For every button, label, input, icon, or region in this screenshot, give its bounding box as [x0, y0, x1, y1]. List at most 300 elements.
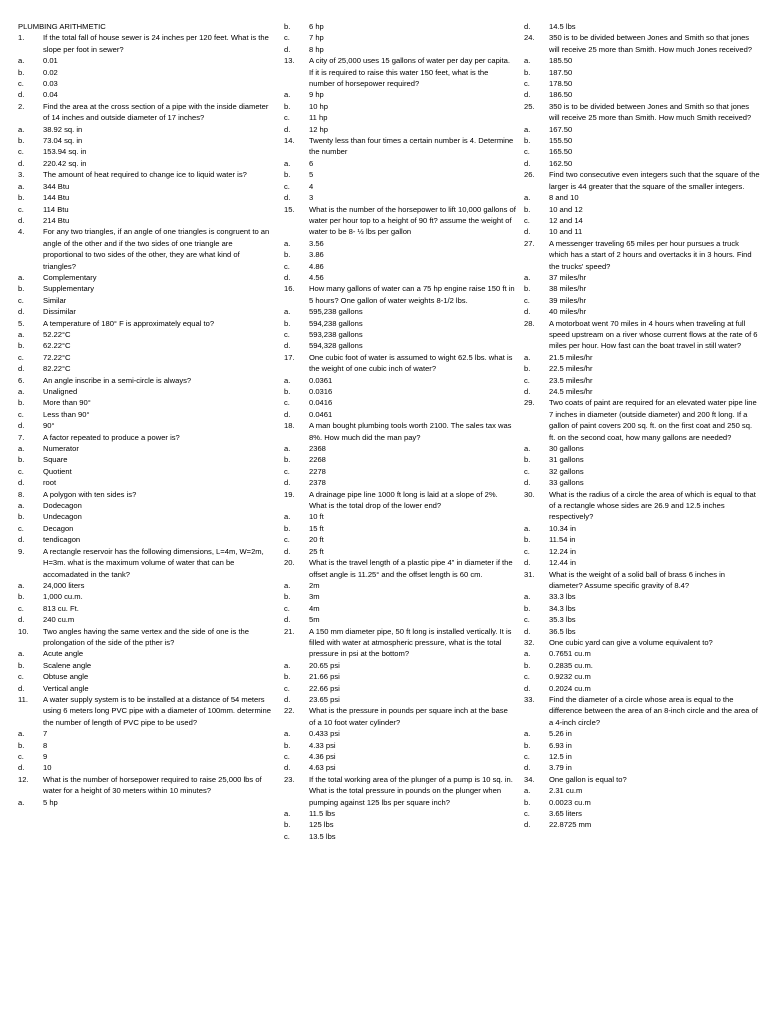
answer-option [18, 397, 272, 408]
answer-option [18, 146, 272, 157]
option-letter: d. [284, 124, 291, 134]
option-text: 0.0416 [309, 398, 333, 408]
option-text: Scalene angle [43, 660, 92, 670]
option-text: 24,000 liters [43, 580, 85, 590]
answer-option [18, 55, 272, 66]
option-letter: b. [284, 592, 291, 602]
option-letter: b. [18, 660, 25, 670]
answer-option [284, 591, 516, 602]
question-number: 26. [524, 170, 535, 180]
option-text: Less than 90° [43, 409, 90, 419]
option-text: 30 gallons [549, 444, 584, 454]
option-letter: c. [18, 409, 24, 419]
option-letter: d. [18, 683, 25, 693]
answer-option [284, 409, 516, 420]
answer-option [524, 135, 760, 146]
answer-option [18, 477, 272, 488]
question-stem [18, 694, 272, 728]
question-number: 28. [524, 318, 535, 328]
answer-option [284, 546, 516, 557]
answer-option [284, 89, 516, 100]
question-item [284, 489, 516, 557]
option-letter: c. [524, 375, 530, 385]
option-letter: c. [18, 204, 24, 214]
option-letter: d. [284, 763, 291, 773]
option-letter: c. [524, 615, 530, 625]
answer-option [18, 124, 272, 135]
option-text: 153.94 sq. in [43, 147, 87, 157]
option-text: 4m [309, 603, 320, 613]
option-text: 4.63 psi [309, 763, 336, 773]
option-letter: c. [284, 466, 290, 476]
option-letter: d. [284, 341, 291, 351]
answer-option [524, 89, 760, 100]
option-letter: b. [18, 341, 25, 351]
question-text: Find the area at the cross section of a pipe with the inside diameter of 14 inches and outside diameter of 17 inches? [43, 101, 269, 123]
option-letter: a. [18, 181, 25, 191]
option-text: 33 gallons [549, 478, 584, 488]
option-letter: a. [284, 660, 291, 670]
option-text: 12.5 in [549, 752, 572, 761]
option-text: 186.50 [549, 90, 573, 100]
answer-option [284, 112, 516, 123]
option-text: 12 and 14 [549, 215, 583, 225]
option-text: 2378 [309, 478, 326, 488]
question-text: Two angles having the same vertex and the side of one is the prolongation of the side of the pther is? [43, 626, 250, 647]
question-item [18, 432, 272, 489]
option-text: Dissimilar [43, 307, 76, 317]
question-item [524, 774, 760, 831]
option-text: Dodecagon [43, 501, 82, 511]
option-letter: d. [524, 478, 531, 488]
option-letter: c. [18, 523, 24, 533]
question-item [18, 318, 272, 375]
question-text: Twenty less than four times a certain number is 4. Determine the number [309, 136, 514, 157]
answer-option [524, 454, 760, 465]
option-letter: a. [284, 307, 291, 317]
option-text: 593,238 gallons [309, 329, 363, 339]
option-letter: d. [524, 820, 531, 830]
question-number: 4. [18, 227, 25, 237]
option-letter: a. [18, 729, 25, 739]
option-text: 6 hp [309, 22, 324, 31]
option-letter: b. [524, 740, 531, 750]
option-text: 12 hp [309, 124, 329, 134]
option-letter: a. [18, 580, 25, 590]
question-number: 30. [524, 489, 535, 499]
question-text: An angle inscribe in a semi-circle is always? [43, 375, 192, 385]
answer-option [524, 272, 760, 283]
option-text: 33.3 lbs [549, 592, 576, 602]
question-stem [524, 101, 760, 124]
answer-option [524, 67, 760, 78]
option-text: root [43, 478, 57, 488]
option-letter: a. [284, 90, 291, 100]
option-text: 4 [309, 181, 314, 191]
question-text: A drainage pipe line 1000 ft long is laid at a slope of 2%. What is the total drop of the lower end? [309, 489, 498, 511]
option-letter: d. [18, 364, 25, 374]
option-letter: a. [524, 786, 531, 796]
answer-option [524, 352, 760, 363]
option-letter: c. [524, 546, 530, 556]
option-text: 9 hp [309, 90, 324, 100]
answer-option [284, 534, 516, 545]
question-number: 21. [284, 626, 295, 636]
option-text: 10 hp [309, 101, 329, 111]
answer-option [18, 204, 272, 215]
option-text: 73.04 sq. in [43, 136, 83, 146]
option-text: 114 Btu [43, 204, 69, 214]
question-item [524, 489, 760, 569]
option-letter: a. [524, 193, 531, 203]
answer-option [18, 135, 272, 146]
option-text: 11.54 in [549, 535, 576, 545]
option-text: Obtuse angle [43, 672, 89, 682]
answer-option [284, 169, 516, 180]
option-letter: a. [524, 729, 531, 739]
answer-option [18, 363, 272, 374]
question-item [284, 55, 516, 135]
answer-option [18, 740, 272, 751]
option-text: 36.5 lbs [549, 626, 576, 636]
option-letter: d. [524, 763, 531, 773]
question-text: One gallon is equal to? [549, 774, 627, 784]
answer-option [524, 375, 760, 386]
option-text: 52.22°C [43, 329, 71, 339]
option-text: Complementary [43, 272, 97, 282]
option-text: 10 and 11 [549, 227, 583, 237]
question-item [284, 352, 516, 420]
option-letter: a. [284, 512, 291, 522]
question-stem [524, 774, 760, 785]
option-letter: d. [524, 626, 531, 636]
option-letter: b. [18, 398, 25, 408]
option-text: 0.2835 cu.m. [549, 660, 593, 670]
question-item [524, 318, 760, 398]
column-3 [524, 21, 760, 831]
option-text: 5m [309, 615, 320, 625]
option-letter: d. [524, 158, 531, 168]
option-letter: c. [524, 215, 530, 225]
option-letter: b. [284, 455, 291, 465]
answer-option [18, 603, 272, 614]
option-letter: d. [524, 683, 531, 693]
option-letter: c. [284, 752, 290, 761]
option-text: Quotient [43, 466, 72, 476]
question-number: 25. [524, 101, 535, 111]
question-stem [18, 32, 272, 55]
answer-option [524, 785, 760, 796]
option-text: 1,000 cu.m. [43, 592, 83, 602]
question-stem [524, 169, 760, 192]
option-letter: c. [284, 398, 290, 408]
option-text: 0.0023 cu.m [549, 797, 591, 807]
option-letter: d. [524, 307, 531, 317]
option-letter: d. [524, 387, 531, 396]
answer-option [18, 340, 272, 351]
option-letter: d. [284, 546, 291, 556]
option-text: 22.8725 mm [549, 820, 592, 830]
option-letter: b. [524, 535, 531, 545]
option-text: 0.2024 cu.m [549, 683, 591, 693]
option-letter: d. [524, 90, 531, 100]
option-text: 2368 [309, 444, 326, 454]
option-letter: b. [18, 67, 25, 77]
option-text: 7 hp [309, 33, 324, 43]
answer-option [524, 124, 760, 135]
option-letter: b. [524, 797, 531, 807]
option-text: 220.42 sq. in [43, 158, 87, 168]
option-letter: c. [524, 79, 530, 89]
question-stem [284, 135, 516, 158]
question-number: 23. [284, 774, 295, 784]
question-text: A factor repeated to produce a power is? [43, 432, 180, 442]
option-text: 4.56 [309, 272, 324, 282]
option-letter: d. [18, 615, 25, 625]
option-letter: c. [18, 752, 24, 761]
answer-option [18, 523, 272, 534]
question-text: A city of 25,000 uses 15 gallons of water per day per capita. If it is required to raise this water 150 feet, what is the number of horsepower required? [309, 56, 510, 89]
option-letter: d. [284, 44, 291, 54]
answer-option [284, 340, 516, 351]
answer-option [18, 671, 272, 682]
answer-option [524, 671, 760, 682]
option-letter: b. [524, 455, 531, 465]
answer-option [18, 306, 272, 317]
option-letter: b. [284, 672, 291, 682]
option-text: 3m [309, 592, 320, 602]
question-number: 17. [284, 352, 295, 362]
option-letter: a. [18, 501, 25, 511]
question-item [284, 420, 516, 488]
answer-option [284, 683, 516, 694]
question-text: If the total fall of house sewer is 24 inches per 120 feet. What is the slope per foot in sewer? [43, 33, 269, 54]
option-letter: d. [524, 227, 531, 237]
option-text: 813 cu. Ft. [43, 603, 79, 613]
question-stem [524, 397, 760, 443]
question-text: A motorboat went 70 miles in 4 hours when traveling at full speed upstream on a river whose current flows at the rate of 6 miles per hour. How fast can the boat travel in still water? [549, 318, 758, 351]
question-text: What is the radius of a circle the area of which is equal to that of a rectangle whose sides are 26.9 and 12.5 inches respectively? [549, 489, 756, 522]
option-letter: b. [524, 603, 531, 613]
option-letter: b. [284, 387, 291, 396]
question-number: 7. [18, 432, 25, 442]
answer-option [524, 477, 760, 488]
answer-option [524, 158, 760, 169]
question-text: A man bought plumbing tools worth 2100. The sales tax was 8%. How much did the man pay? [309, 421, 512, 442]
question-number: 33. [524, 694, 535, 704]
question-item [524, 637, 760, 694]
option-text: 5 [309, 170, 314, 180]
question-text: For any two triangles, if an angle of one triangles is congruent to an angle of the other and if the two sides of one triangle are proportional to two sides of the other, they are what kind of triangles? [43, 227, 270, 271]
option-letter: d. [284, 694, 291, 704]
option-text: 11.5 lbs [309, 809, 336, 819]
option-text: 34.3 lbs [549, 603, 576, 613]
answer-option [284, 21, 516, 32]
option-text: 0.7651 cu.m [549, 649, 591, 659]
question-item [18, 774, 272, 808]
answer-option [524, 192, 760, 203]
option-text: 0.0316 [309, 387, 333, 396]
question-stem [18, 489, 272, 500]
answer-option [524, 797, 760, 808]
option-text: 11 hp [309, 113, 328, 123]
option-letter: c. [284, 535, 290, 545]
question-item [524, 694, 760, 774]
question-stem [524, 694, 760, 728]
answer-option [18, 500, 272, 511]
question-number: 13. [284, 56, 295, 66]
answer-option [524, 204, 760, 215]
answer-option [524, 55, 760, 66]
option-text: 214 Btu [43, 215, 70, 225]
option-text: Unaligned [43, 387, 78, 396]
option-text: 344 Btu [43, 181, 70, 191]
option-letter: a. [524, 352, 531, 362]
question-stem [284, 204, 516, 238]
option-text: tendicagon [43, 535, 81, 545]
option-text: 23.65 psi [309, 694, 340, 704]
option-text: 15 ft [309, 523, 324, 533]
option-text: 7 [43, 729, 48, 739]
answer-option [18, 751, 272, 762]
option-letter: c. [18, 603, 24, 613]
option-letter: c. [18, 672, 24, 682]
answer-option [18, 614, 272, 625]
option-letter: d. [18, 535, 25, 545]
question-stem [284, 420, 516, 443]
option-text: 23.5 miles/hr [549, 375, 593, 385]
option-letter: d. [18, 763, 25, 773]
option-letter: b. [524, 364, 531, 374]
answer-option [524, 762, 760, 773]
option-letter: b. [18, 740, 25, 750]
question-item [18, 489, 272, 546]
option-text: 178.50 [549, 79, 573, 89]
option-letter: d. [524, 22, 531, 31]
question-number: 12. [18, 774, 29, 784]
question-stem [524, 238, 760, 272]
question-number: 16. [284, 284, 295, 294]
answer-option [524, 146, 760, 157]
answer-option [284, 238, 516, 249]
question-stem [18, 101, 272, 124]
option-text: 4.36 psi [309, 752, 336, 761]
answer-option [18, 728, 272, 739]
question-number: 24. [524, 33, 535, 43]
answer-option [18, 181, 272, 192]
option-text: 3.86 [309, 250, 324, 260]
option-text: 2.31 cu.m [549, 786, 583, 796]
answer-option [524, 306, 760, 317]
question-item [524, 32, 760, 100]
question-item [18, 546, 272, 626]
option-letter: b. [284, 820, 291, 830]
option-letter: b. [18, 136, 25, 146]
question-stem [18, 226, 272, 272]
option-text: 594,238 gallons [309, 318, 363, 328]
option-text: 0.0461 [309, 409, 333, 419]
question-stem [284, 705, 516, 728]
question-item [524, 397, 760, 488]
option-text: 90° [43, 421, 55, 431]
option-letter: b. [524, 204, 531, 214]
option-text: 10 ft [309, 512, 324, 522]
option-text: 155.50 [549, 136, 573, 146]
option-text: 38.92 sq. in [43, 124, 83, 134]
option-letter: c. [18, 466, 24, 476]
question-item [284, 204, 516, 284]
question-item [18, 626, 272, 694]
question-stem [284, 55, 516, 89]
option-text: 162.50 [549, 158, 573, 168]
question-item [18, 226, 272, 317]
answer-option [284, 101, 516, 112]
option-text: 8 and 10 [549, 193, 579, 203]
answer-option [524, 626, 760, 637]
option-text: 0.9232 cu.m [549, 672, 591, 682]
option-letter: d. [18, 215, 25, 225]
option-letter: d. [524, 558, 531, 568]
option-text: 10.34 in [549, 523, 577, 533]
answer-option [524, 591, 760, 602]
question-number: 22. [284, 706, 295, 716]
answer-option [284, 603, 516, 614]
option-letter: b. [18, 455, 25, 465]
option-text: 165.50 [549, 147, 573, 157]
answer-option [18, 329, 272, 340]
option-text: 12.44 in [549, 558, 577, 568]
option-letter: c. [284, 603, 290, 613]
option-letter: b. [524, 67, 531, 77]
answer-option [524, 363, 760, 374]
question-stem [284, 352, 516, 375]
answer-option [284, 306, 516, 317]
option-letter: a. [284, 238, 291, 248]
answer-option [18, 295, 272, 306]
answer-option [18, 78, 272, 89]
answer-option [284, 261, 516, 272]
option-letter: a. [524, 649, 531, 659]
option-letter: c. [18, 352, 24, 362]
option-letter: a. [284, 158, 291, 168]
question-stem [524, 489, 760, 523]
answer-option [284, 397, 516, 408]
option-letter: d. [284, 193, 291, 203]
option-letter: c. [524, 672, 530, 682]
answer-option [524, 751, 760, 762]
option-text: 24.5 miles/hr [549, 387, 593, 396]
question-number: 34. [524, 774, 535, 784]
option-text: 8 [43, 740, 48, 750]
answer-option [524, 226, 760, 237]
option-text: 6 [309, 158, 314, 168]
answer-option [284, 728, 516, 739]
option-text: 32 gallons [549, 466, 584, 476]
question-text: One cubic yard can give a volume equivalent to? [549, 637, 713, 647]
answer-option [18, 409, 272, 420]
question-text: One cubic foot of water is assumed to wight 62.5 lbs. what is the weight of one cubic inch of water? [309, 352, 513, 374]
option-text: 3.56 [309, 238, 324, 248]
option-letter: a. [524, 124, 531, 134]
option-letter: d. [18, 421, 25, 431]
answer-option [284, 523, 516, 534]
answer-option [18, 67, 272, 78]
answer-option [284, 831, 516, 842]
answer-option [18, 454, 272, 465]
question-number: 14. [284, 136, 295, 146]
answer-option [284, 181, 516, 192]
question-stem [284, 557, 516, 580]
